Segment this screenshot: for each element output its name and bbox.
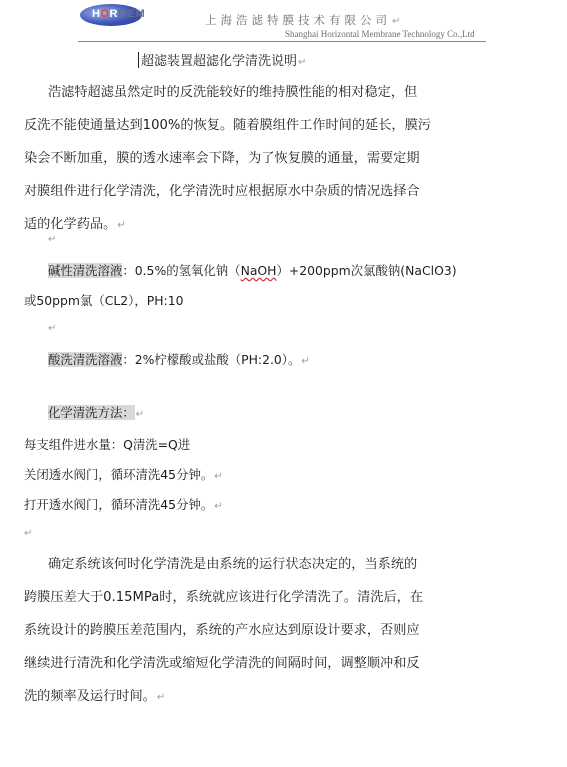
- conclusion-line: 跨膜压差大于0.15MPa时，系统就应该进行化学清洗了。清洗后，在: [24, 590, 424, 605]
- conclusion-paragraph: [24, 548, 554, 714]
- intro-line: 对膜组件进行化学清洗，化学清洗时应根据原水中杂质的情况选择合: [24, 184, 420, 199]
- empty-paragraph-mark-icon: ↵: [48, 323, 57, 334]
- intro-line: 浩滤特超滤虽然定时的反洗能较好的维持膜性能的相对稳定，但: [48, 85, 418, 100]
- company-name-en: Shanghai Horizontal Membrane Technology Co.,Ltd: [285, 29, 475, 39]
- intro-line: 染会不断加重，膜的透水速率会下降，为了恢复膜的通量，需要定期: [24, 151, 420, 166]
- method-step: 打开透水阀门，循环清洗45分钟。↵: [24, 497, 223, 512]
- company-logo: [80, 4, 176, 26]
- paragraph-mark-icon: ↵: [214, 471, 223, 482]
- letterhead: [0, 0, 567, 50]
- paragraph-mark-icon: ↵: [301, 356, 310, 367]
- header-divider: [78, 41, 486, 42]
- paragraph-mark-icon: ↵: [214, 501, 223, 512]
- paragraph-mark-icon: ↵: [392, 16, 405, 27]
- method-step: 每支组件进水量：Q清洗=Q进: [24, 437, 191, 452]
- logo-text: HORMEM: [92, 8, 146, 20]
- paragraph-mark-icon: ↵: [156, 692, 166, 703]
- acid-label: 酸洗清洗溶液: [48, 352, 123, 367]
- method-step: 关闭透水阀门，循环清洗45分钟。↵: [24, 467, 223, 482]
- acid-solution: 酸洗清洗溶液：2%柠檬酸或盐酸（PH:2.0）。↵: [48, 352, 310, 367]
- text-cursor-icon: [138, 52, 139, 68]
- intro-line: 适的化学药品。↵: [24, 217, 126, 232]
- conclusion-line: 继续进行清洗和化学清洗或缩短化学清洗的间隔时间，调整顺冲和反: [24, 656, 420, 671]
- method-title: 化学清洗方法：↵: [48, 405, 145, 420]
- paragraph-mark-icon: ↵: [117, 220, 126, 231]
- paragraph-mark-icon: ↵: [298, 57, 307, 68]
- document-title: 超滤装置超滤化学清洗说明↵: [138, 50, 306, 69]
- conclusion-line: 系统设计的跨膜压差范围内，系统的产水应达到原设计要求，否则应: [24, 623, 420, 638]
- empty-paragraph-mark-icon: ↵: [24, 528, 33, 539]
- conclusion-line: 确定系统该何时化学清洗是由系统的运行状态决定的，当系统的: [48, 557, 418, 572]
- conclusion-line: 洗的频率及运行时间。↵: [24, 689, 166, 704]
- paragraph-mark-icon: ↵: [135, 409, 145, 420]
- alkaline-solution: 碱性清洗溶液：0.5%的氢氧化钠（NaOH）+200ppm次氯酸钠(NaClO3): [48, 263, 457, 278]
- empty-paragraph-mark-icon: ↵: [48, 234, 57, 245]
- alkaline-label: 碱性清洗溶液: [48, 263, 123, 278]
- intro-paragraph: [24, 76, 554, 242]
- alkaline-solution-cont: 或50ppm氯（CL2），PH:10: [24, 293, 184, 308]
- intro-line: 反洗不能使通量达到100%的恢复。随着膜组件工作时间的延长，膜污: [24, 118, 431, 133]
- company-name-cn: 上海浩滤特膜技术有限公司↵: [205, 13, 405, 27]
- naoh-spellcheck: NaOH: [240, 263, 277, 278]
